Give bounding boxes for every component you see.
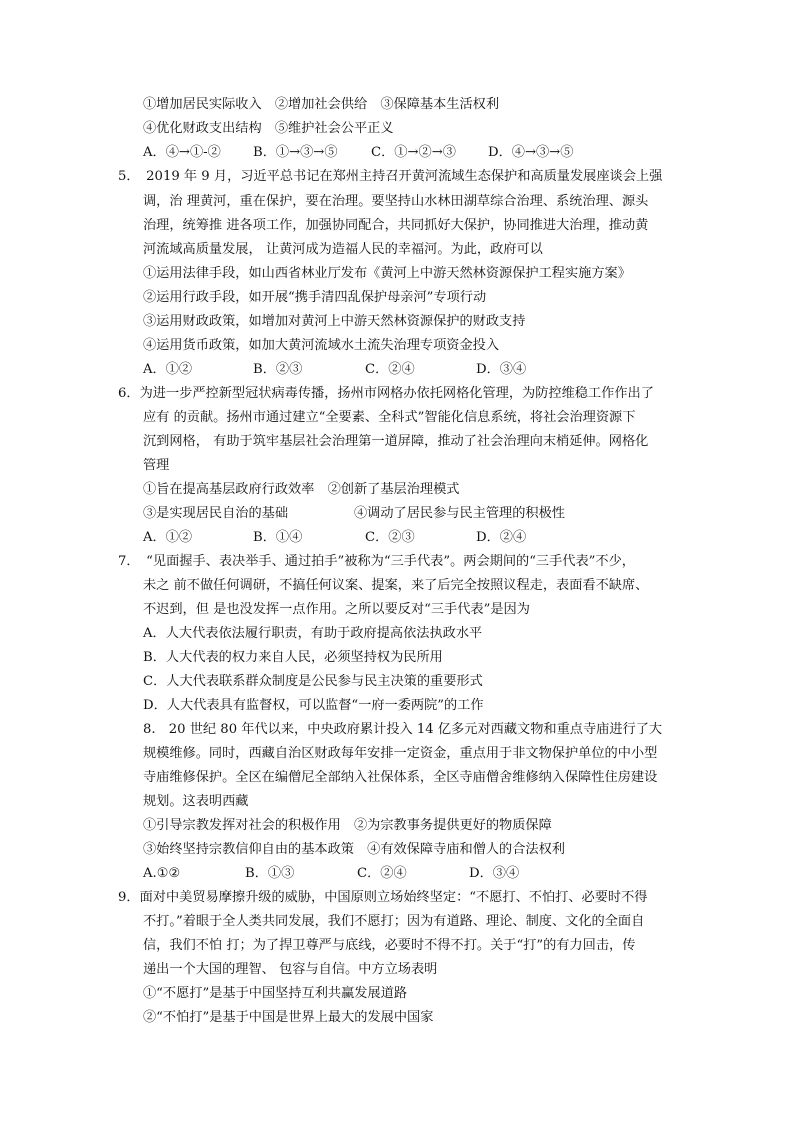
q5-stem-line-4: 河流域高质量发展， 让黄河成为造福人民的幸福河。为此，政府可以	[143, 242, 543, 257]
q4-option-c: C．①→②→③	[371, 145, 456, 160]
q8-statement-line-1: ①引导宗教发挥对社会的积极作用 ②为宗教事务提供更好的物质保障	[143, 818, 552, 833]
q9-stem-line-2: 不打。”着眼于全人类共同发展，我们不愿打；因为有道路、理论、制度、文化的全面自	[143, 914, 645, 929]
q8-option-a: A.①②	[143, 866, 181, 881]
q9-statement-1: ①“不愿打”是基于中国坚持互利共赢发展道路	[143, 986, 408, 1001]
q7-stem-line-2: 未之 前不做任何调研，不搞任何议案、提案，来了后完全按照议程走，表面看不缺席、	[143, 578, 649, 593]
q4-option-d: D．④→③→⑤	[488, 145, 574, 160]
q6-option-a: A．①②	[143, 530, 193, 545]
q5-option-c: C．②④	[365, 362, 415, 377]
q9-stem-line-1: 9．面对中美贸易摩擦升级的威胁，中国原则立场始终坚定：“不愿打、不怕打、必要时不得	[118, 890, 648, 905]
q7-choice-a: A．人大代表依法履行职责，有助于政府提高依法执政水平	[143, 626, 483, 641]
q5-option-b: B．②③	[253, 362, 303, 377]
q8-stem-line-3: 寺庙维修保护。全区在编僧尼全部纳入社保体系，全区寺庙僧舍维修纳入保障性住房建设	[143, 770, 658, 785]
q4-statement-line-1: ①增加居民实际收入 ②增加社会供给 ③保障基本生活权利	[143, 97, 500, 112]
q4-option-a: A．④→①-②	[143, 145, 221, 160]
q8-stem-line-4: 规划。这表明西藏	[143, 794, 249, 809]
q6-statement-line-2: ③是实现居民自治的基础 ④调动了居民参与民主管理的积极性	[143, 506, 565, 521]
q6-stem-line-3: 沉到网格， 有助于筑牢基层社会治理第一道屏障，推动了社会治理向末梢延伸。网格化	[143, 434, 649, 449]
q6-stem-line-2: 应有 的贡献。扬州市通过建立“全要素、全科式”智能化信息系统，将社会治理资源下	[143, 410, 636, 425]
q7-stem-line-3: 不迟到，但 是也没发挥一点作用。之所以要反对“三手代表”是因为	[143, 602, 530, 617]
q9-stem-line-3: 信，我们不怕 打；为了捍卫尊严与底线，必要时不得不打。关于“打”的有力回击，传	[143, 938, 636, 953]
q4-option-b: B．①→③→⑤	[253, 145, 338, 160]
q8-stem-line-1: 8. 20 世纪 80 年代以来，中央政府累计投入 14 亿多元对西藏文物和重点寺庙进行了大	[143, 722, 663, 737]
q6-option-c: C．②③	[365, 530, 415, 545]
q5-statement-4: ④运用货币政策，如加大黄河流域水土流失治理专项资金投入	[143, 338, 500, 353]
q4-statement-line-2: ④优化财政支出结构 ⑤维护社会公平正义	[143, 121, 394, 136]
q5-statement-2: ②运用行政手段，如开展“携手清四乱保护母亲河”专项行动	[143, 290, 487, 305]
q8-option-b: B．①③	[245, 866, 295, 881]
q8-statement-line-2: ③始终坚持宗教信仰自由的基本政策 ④有效保障寺庙和僧人的合法权利	[143, 842, 565, 857]
q7-stem-line-1: 7． “见面握手、表决举手、通过拍手”被称为“三手代表”。两会期间的“三手代表”不少，	[118, 554, 635, 569]
q7-choice-c: C．人大代表联系群众制度是公民参与民主决策的重要形式	[143, 674, 483, 689]
q5-option-d: D．③④	[476, 362, 527, 377]
q7-choice-b: B．人大代表的权力来自人民，必须坚持权为民所用	[143, 650, 443, 665]
q6-stem-line-1: 6．为进一步严控新型冠状病毒传播，扬州市网格办依托网格化管理，为防控维稳工作作出了	[118, 386, 654, 401]
q9-stem-line-4: 递出一个大国的理智、 包容与自信。中方立场表明	[143, 962, 438, 977]
q6-option-b: B．①④	[253, 530, 303, 545]
q5-stem-line-1: 5． 2019 年 9 月，习近平总书记在郑州主持召开黄河流域生态保护和高质量发展座谈会上强	[118, 169, 663, 184]
q5-option-a: A．①②	[143, 362, 193, 377]
q9-statement-2: ②“不怕打”是基于中国是世界上最大的发展中国家	[143, 1010, 434, 1025]
q6-statement-line-1: ①旨在提高基层政府行政效率 ②创新了基层治理模式	[143, 482, 460, 497]
q5-statement-3: ③运用财政政策，如增加对黄河上中游天然林资源保护的财政支持	[143, 314, 526, 329]
q5-stem-line-2: 调，治 理黄河，重在保护，要在治理。要坚持山水林田湖草综合治理、系统治理、源头	[143, 194, 649, 209]
q6-stem-line-4: 管理	[143, 458, 170, 473]
q8-stem-line-2: 规模维修。同时，西藏自治区财政每年安排一定资金，重点用于非文物保护单位的中小型	[143, 746, 658, 761]
q5-stem-line-3: 治理，统筹推 进各项工作，加强协同配合，共同抓好大保护，协同推进大治理，推动黄	[143, 218, 649, 233]
q5-statement-1: ①运用法律手段，如山西省林业厅发布《黄河上中游天然林资源保护工程实施方案》	[143, 266, 631, 281]
q7-choice-d: D．人大代表具有监督权，可以监督“一府一委两院”的工作	[143, 698, 484, 713]
q8-option-d: D．③④	[469, 866, 520, 881]
q6-option-d: D．②④	[476, 530, 527, 545]
q8-option-c: C．②④	[357, 866, 407, 881]
